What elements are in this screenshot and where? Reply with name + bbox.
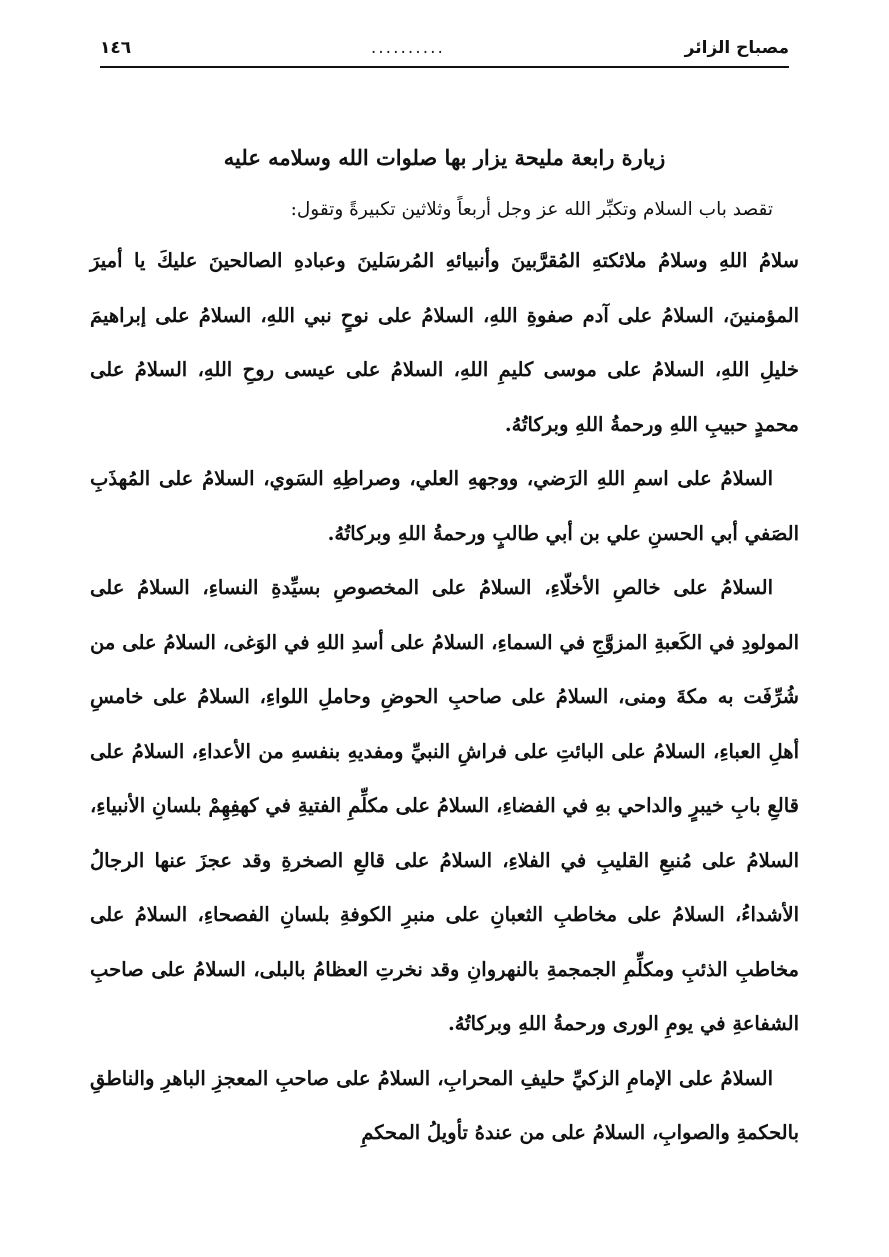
page-number: ١٤٦ [100, 38, 132, 58]
paragraph: السلامُ على الإمامِ الزكيِّ حليفِ المحرابِ، السلامُ على صاحبِ المعجزِ الباهرِ والناطقِ بالحكمةِ والصوابِ، السلامُ على من عندهُ تأويلُ المحكمِ [90, 1066, 799, 1144]
paragraph: السلامُ على اسمِ اللهِ الرَضي، ووجههِ العلي، وصراطِهِ السَوي، السلامُ على المُهذَبِ الصَفي أبي الحسنِ علي بن أبي طالبٍ ورحمةُ اللهِ وبركاتُهُ. [90, 467, 799, 545]
paragraph: سلامُ اللهِ وسلامُ ملائكتهِ المُقرَّبينَ وأنبيائهِ المُرسَلينَ وعبادهِ الصالحينَ عليكَ يا أميرَ المؤمنينَ، السلامُ على آدم صفوةِ اللهِ، السلامُ على نوحٍ نبي اللهِ، السلامُ على إبراهيمَ خليلِ اللهِ، السلامُ على موسى كليمِ اللهِ، السلامُ على عيسى روحِ اللهِ، السلامُ على محمدٍ حبيبِ اللهِ ورحمةُ اللهِ وبركاتُهُ. [90, 249, 799, 436]
book-title: مصباح الزائر [684, 38, 789, 58]
header-leader-dots: .......... [370, 38, 445, 58]
section-title: زيارة رابعة مليحة يزار بها صلوات الله وسلامه عليه [223, 145, 666, 170]
paragraph: السلامُ على خالصِ الأخلّاءِ، السلامُ على المخصوصِ بسيِّدةِ النساءِ، السلامُ على المولودِ في الكَعبةِ المزوَّجِ في السماءِ، السلامُ على أسدِ اللهِ في الوَغى، السلامُ على من شُرِّفَت به مكةَ ومنى، السلامُ على صاحبِ الحوضِ وحاملِ اللواءِ، السلامُ على خامسِ أهلِ العباءِ، السلامُ على البائتِ على فراشِ النبيِّ ومفديهِ بنفسهِ من الأعداءِ، السلامُ على قالعِ بابِ خيبرٍ والداحي بهِ في الفضاءِ، السلامُ على مكلِّمِ الفتيةِ في كهفِهِمْ بلسانِ الأنبياءِ، السلامُ على مُنبعِ القليبِ في الفلاءِ، السلامُ على قالعِ الصخرةِ وقد عجزَ عنها الرجالُ الأشداءُ، السلامُ على مخاطبِ الثعبانِ على منبرِ الكوفةِ بلسانِ الفصحاءِ، السلامُ على مخاطبِ الذئبِ ومكلِّمِ الجمجمةِ بالنهروانِ وقد نخرتِ العظامُ بالبلى، السلامُ على صاحبِ الشفاعةِ في يومِ الورى ورحمةُ اللهِ وبركاتُهُ. [90, 576, 799, 1035]
running-header [100, 30, 789, 68]
body-text [90, 234, 799, 1161]
instruction-line: تقصد باب السلام وتكبِّر الله عز وجل أربعاً وثلاثين تكبيرةً وتقول: [290, 199, 773, 220]
